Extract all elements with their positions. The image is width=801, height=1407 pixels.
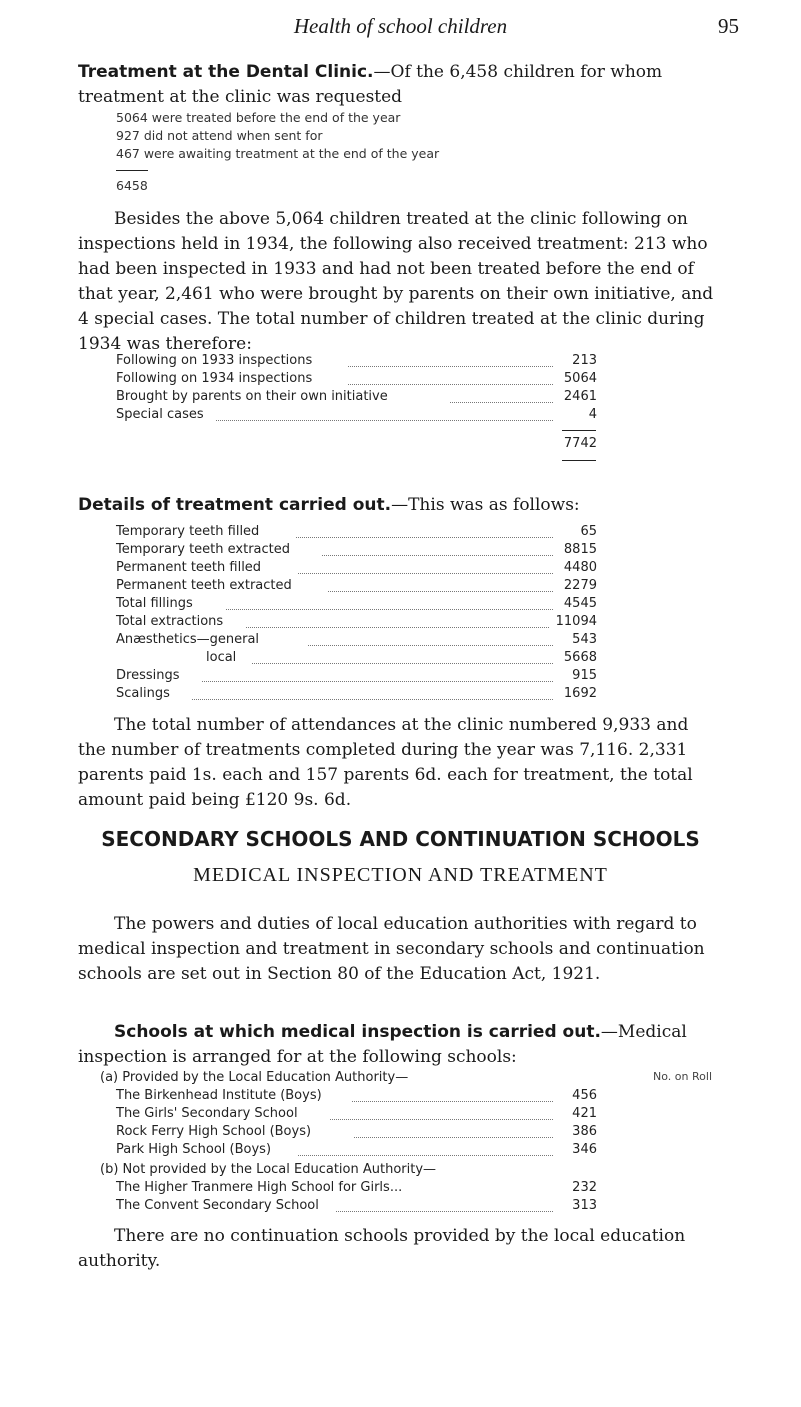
school-roll: 346 [572,1142,597,1157]
details-row [116,686,597,704]
leader-dots [192,699,553,700]
details-row [116,614,597,632]
page-number: 95 [718,14,739,38]
schools-paragraph [78,1020,720,1070]
details-heading-line [78,493,720,518]
running-title: Health of school children [293,14,508,38]
details-heading: Details of treatment carried out. [78,495,392,515]
row-label: Special cases [116,407,204,422]
school-row [116,1142,597,1160]
treated-row [116,389,597,407]
details-row [116,542,597,560]
closing-paragraph: There are no continuation schools provided by the local education authority. [78,1226,686,1271]
schools-heading: Schools at which medical inspection is carried out. [114,1022,601,1042]
leader-dots [252,663,553,664]
details-row [116,668,597,686]
leader-dots [296,537,553,538]
school-row [116,1180,597,1198]
dental-items [116,109,716,163]
school-roll: 313 [572,1198,597,1213]
treated-total-row [116,436,597,454]
group-b-label: (b) Not provided by the Local Education Authority— [100,1162,437,1177]
leader-dots [216,420,553,421]
row-value: 8815 [563,542,597,557]
school-roll: 232 [572,1180,597,1195]
details-row [116,632,597,650]
school-row [116,1124,597,1142]
dental-item: 467 were awaiting treatment at the end of the year [116,146,440,161]
powers-paragraph: The powers and duties of local education authorities with regard to medical inspection and treatment in secondary schools and continuation schools are set out in Section 80 of the Education Act, 1921. [78,914,705,984]
leader-dots [354,1137,553,1138]
row-label: Total extractions [116,614,224,629]
dental-intro-rest: —Of the 6,458 children for whom [373,62,663,82]
details-heading-rest: —This was as follows: [391,495,580,515]
schools-heading-rest: —Medical inspection is arranged for at the following schools: [78,1022,687,1067]
dental-intro [78,60,720,110]
dental-paragraph: Besides the above 5,064 children treated at the clinic following on inspections held in 1934, the following also received treatment: 213 who had been inspected in 1933 and had not been treated before the end of that year, 2,461 who were brought by parents on their own initiative, and 4 special cases. The total number of children treated at the clinic during 1934 was therefore: [78,209,714,354]
row-value: 65 [580,524,597,539]
leader-dots [322,555,553,556]
group-a-label: (a) Provided by the Local Education Authority— [100,1070,409,1085]
school-name: The Girls' Secondary School [116,1106,298,1121]
row-label: Following on 1934 inspections [116,371,313,386]
treated-row [116,407,597,425]
attendance-paragraph: The total number of attendances at the clinic numbered 9,933 and the number of treatments completed during the year was 7,116. 2,331 parents paid 1s. each and 157 parents 6d. each for treatment, the total amount paid being £120 9s. 6d. [78,715,693,810]
leader-dots [298,1155,553,1156]
row-value: 543 [572,632,597,647]
school-row [116,1198,597,1216]
roll-column-header: No. on Roll [653,1070,712,1083]
school-roll: 386 [572,1124,597,1139]
row-value: 2279 [563,578,597,593]
treated-row [116,371,597,389]
details-row [116,560,597,578]
group-a-row [100,1070,712,1088]
details-row [116,650,597,668]
leader-dots [202,681,553,682]
dental-intro-line2: treatment at the clinic was requested [78,87,403,107]
total-rule [116,170,148,171]
row-label: local [206,650,237,665]
school-name: The Convent Secondary School [116,1198,319,1213]
leader-dots [336,1211,553,1212]
row-value: 2461 [563,389,597,404]
row-value: 5668 [563,650,597,665]
details-row [116,596,597,614]
leader-dots [246,627,549,628]
total-rule [562,460,596,461]
school-name: The Higher Tranmere High School for Girls... [116,1180,403,1195]
details-row [116,524,597,542]
leader-dots [450,402,553,403]
row-value: 4 [588,407,597,422]
row-label: Total fillings [116,596,193,611]
total-rule [562,430,596,431]
school-name: Rock Ferry High School (Boys) [116,1124,312,1139]
leader-dots [308,645,553,646]
school-name: The Birkenhead Institute (Boys) [116,1088,322,1103]
dental-total: 6458 [116,178,148,193]
leader-dots [352,1101,553,1102]
row-label: Brought by parents on their own initiative [116,389,388,404]
leader-dots [226,609,553,610]
row-label: Temporary teeth filled [116,524,260,539]
row-label: Temporary teeth extracted [116,542,291,557]
row-label: Scalings [116,686,170,701]
school-name: Park High School (Boys) [116,1142,272,1157]
school-row [116,1088,597,1106]
leader-dots [298,573,553,574]
leader-dots [328,591,553,592]
row-value: 4480 [563,560,597,575]
details-row [116,578,597,596]
row-value: 915 [572,668,597,683]
section-title: SECONDARY SCHOOLS AND CONTINUATION SCHOOLS [101,827,700,851]
dental-item: 927 did not attend when sent for [116,128,323,143]
row-value: 11094 [555,614,597,629]
rows-total: 7742 [563,436,597,451]
school-row [116,1106,597,1124]
row-label: Anæsthetics—general [116,632,260,647]
row-label: Following on 1933 inspections [116,353,313,368]
group-b-row [100,1162,712,1180]
leader-dots [348,366,553,367]
row-value: 4545 [563,596,597,611]
row-label: Permanent teeth extracted [116,578,292,593]
dental-item: 5064 were treated before the end of the year [116,110,401,125]
school-roll: 421 [572,1106,597,1121]
leader-dots [348,384,553,385]
leader-dots [330,1119,553,1120]
treated-row [116,353,597,371]
row-label: Permanent teeth filled [116,560,262,575]
dental-heading: Treatment at the Dental Clinic. [78,62,374,82]
school-roll: 456 [572,1088,597,1103]
section-subtitle: MEDICAL INSPECTION AND TREATMENT [193,864,608,886]
row-value: 1692 [563,686,597,701]
row-value: 213 [572,353,597,368]
row-label: Dressings [116,668,180,683]
row-value: 5064 [563,371,597,386]
